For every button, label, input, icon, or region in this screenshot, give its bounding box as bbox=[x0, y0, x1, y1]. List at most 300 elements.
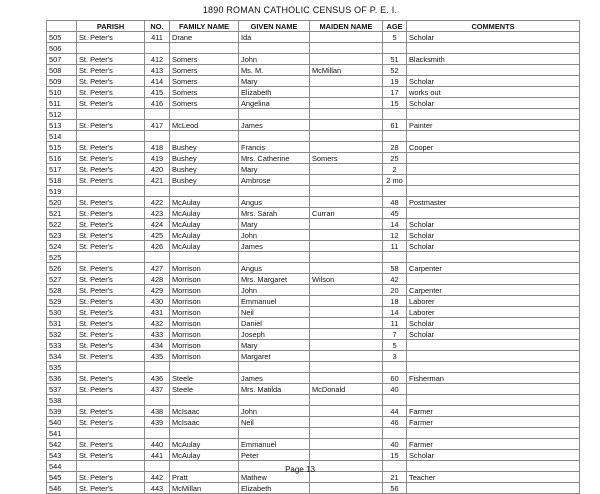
table-row bbox=[47, 406, 580, 417]
table-row bbox=[47, 32, 580, 43]
parish-cell: St. Peter's bbox=[77, 450, 145, 461]
family-name-cell bbox=[170, 131, 239, 142]
family-name-cell: Morrison bbox=[170, 307, 239, 318]
given-name-cell: John bbox=[239, 230, 310, 241]
age-cell: 45 bbox=[383, 208, 407, 219]
given-name-cell bbox=[239, 428, 310, 439]
no-cell: 442 bbox=[145, 472, 170, 483]
family-name-cell: Drane bbox=[170, 32, 239, 43]
parish-cell: St. Peter's bbox=[77, 241, 145, 252]
age-cell: 3 bbox=[383, 351, 407, 362]
row-number: 527 bbox=[47, 274, 77, 285]
table-row bbox=[47, 285, 580, 296]
row-number: 506 bbox=[47, 43, 77, 54]
table-row bbox=[47, 274, 580, 285]
parish-cell: St. Peter's bbox=[77, 340, 145, 351]
parish-cell: St. Peter's bbox=[77, 439, 145, 450]
given-name-cell: James bbox=[239, 373, 310, 384]
row-number: 510 bbox=[47, 87, 77, 98]
parish-cell: St. Peter's bbox=[77, 373, 145, 384]
maiden-name-cell bbox=[310, 87, 383, 98]
row-number: 512 bbox=[47, 109, 77, 120]
row-number: 516 bbox=[47, 153, 77, 164]
comments-cell: Fisherman bbox=[407, 373, 580, 384]
table-row bbox=[47, 131, 580, 142]
parish-cell: St. Peter's bbox=[77, 483, 145, 494]
given-name-cell: Neil bbox=[239, 417, 310, 428]
given-name-cell: Mrs. Catherine bbox=[239, 153, 310, 164]
no-cell bbox=[145, 395, 170, 406]
no-cell: 441 bbox=[145, 450, 170, 461]
table-row bbox=[47, 384, 580, 395]
family-name-cell: Morrison bbox=[170, 340, 239, 351]
table-row bbox=[47, 230, 580, 241]
no-cell: 434 bbox=[145, 340, 170, 351]
comments-cell: Cooper bbox=[407, 142, 580, 153]
age-cell: 40 bbox=[383, 439, 407, 450]
maiden-name-cell bbox=[310, 395, 383, 406]
parish-cell: St. Peter's bbox=[77, 296, 145, 307]
table-row bbox=[47, 362, 580, 373]
maiden-name-cell bbox=[310, 351, 383, 362]
comments-cell bbox=[407, 384, 580, 395]
parish-cell: St. Peter's bbox=[77, 274, 145, 285]
comments-cell: Scholar bbox=[407, 329, 580, 340]
no-cell: 433 bbox=[145, 329, 170, 340]
maiden-name-cell bbox=[310, 175, 383, 186]
header-family-name: FAMILY NAME bbox=[170, 21, 239, 32]
comments-cell bbox=[407, 252, 580, 263]
given-name-cell: Joseph bbox=[239, 329, 310, 340]
table-row bbox=[47, 417, 580, 428]
given-name-cell: John bbox=[239, 285, 310, 296]
maiden-name-cell bbox=[310, 54, 383, 65]
comments-cell: Scholar bbox=[407, 230, 580, 241]
family-name-cell: Morrison bbox=[170, 318, 239, 329]
given-name-cell: Neil bbox=[239, 307, 310, 318]
header-comments: COMMENTS bbox=[407, 21, 580, 32]
given-name-cell: Mary bbox=[239, 340, 310, 351]
age-cell bbox=[383, 43, 407, 54]
parish-cell: St. Peter's bbox=[77, 384, 145, 395]
comments-cell: Scholar bbox=[407, 318, 580, 329]
parish-cell: St. Peter's bbox=[77, 351, 145, 362]
age-cell: 14 bbox=[383, 219, 407, 230]
row-number: 537 bbox=[47, 384, 77, 395]
age-cell bbox=[383, 428, 407, 439]
family-name-cell: Pratt bbox=[170, 472, 239, 483]
maiden-name-cell bbox=[310, 263, 383, 274]
no-cell: 423 bbox=[145, 208, 170, 219]
page-title: 1890 ROMAN CATHOLIC CENSUS OF P. E. I. bbox=[202, 5, 398, 15]
comments-cell: Scholar bbox=[407, 241, 580, 252]
row-number: 521 bbox=[47, 208, 77, 219]
no-cell bbox=[145, 131, 170, 142]
comments-cell: Teacher bbox=[407, 472, 580, 483]
row-number: 534 bbox=[47, 351, 77, 362]
given-name-cell: Daniel bbox=[239, 318, 310, 329]
row-number: 520 bbox=[47, 197, 77, 208]
no-cell bbox=[145, 109, 170, 120]
maiden-name-cell bbox=[310, 197, 383, 208]
given-name-cell: Angus bbox=[239, 197, 310, 208]
no-cell: 435 bbox=[145, 351, 170, 362]
age-cell: 15 bbox=[383, 98, 407, 109]
comments-cell: Scholar bbox=[407, 76, 580, 87]
parish-cell: St. Peter's bbox=[77, 472, 145, 483]
no-cell: 418 bbox=[145, 142, 170, 153]
given-name-cell: Margaret bbox=[239, 351, 310, 362]
maiden-name-cell bbox=[310, 307, 383, 318]
table-row bbox=[47, 483, 580, 494]
row-number: 505 bbox=[47, 32, 77, 43]
no-cell: 440 bbox=[145, 439, 170, 450]
given-name-cell bbox=[239, 109, 310, 120]
table-row bbox=[47, 373, 580, 384]
age-cell: 40 bbox=[383, 384, 407, 395]
census-table bbox=[46, 20, 580, 494]
family-name-cell bbox=[170, 186, 239, 197]
age-cell: 11 bbox=[383, 318, 407, 329]
table-row bbox=[47, 351, 580, 362]
maiden-name-cell bbox=[310, 230, 383, 241]
comments-cell bbox=[407, 483, 580, 494]
no-cell: 414 bbox=[145, 76, 170, 87]
maiden-name-cell bbox=[310, 241, 383, 252]
table-row bbox=[47, 340, 580, 351]
family-name-cell: McMillan bbox=[170, 483, 239, 494]
family-name-cell: McAulay bbox=[170, 439, 239, 450]
no-cell: 412 bbox=[145, 54, 170, 65]
row-number: 517 bbox=[47, 164, 77, 175]
parish-cell bbox=[77, 362, 145, 373]
maiden-name-cell: Curran bbox=[310, 208, 383, 219]
row-number: 531 bbox=[47, 318, 77, 329]
maiden-name-cell bbox=[310, 120, 383, 131]
row-number: 523 bbox=[47, 230, 77, 241]
comments-cell bbox=[407, 65, 580, 76]
maiden-name-cell: Wilson bbox=[310, 274, 383, 285]
given-name-cell: Emmanuel bbox=[239, 439, 310, 450]
row-number: 507 bbox=[47, 54, 77, 65]
age-cell bbox=[383, 186, 407, 197]
comments-cell bbox=[407, 362, 580, 373]
no-cell: 411 bbox=[145, 32, 170, 43]
age-cell: 2 mo bbox=[383, 175, 407, 186]
no-cell: 425 bbox=[145, 230, 170, 241]
maiden-name-cell bbox=[310, 43, 383, 54]
given-name-cell: Ida bbox=[239, 32, 310, 43]
age-cell: 48 bbox=[383, 197, 407, 208]
comments-cell bbox=[407, 395, 580, 406]
no-cell: 428 bbox=[145, 274, 170, 285]
family-name-cell: Morrison bbox=[170, 329, 239, 340]
parish-cell bbox=[77, 43, 145, 54]
maiden-name-cell bbox=[310, 406, 383, 417]
comments-cell bbox=[407, 43, 580, 54]
age-cell: 17 bbox=[383, 87, 407, 98]
no-cell: 421 bbox=[145, 175, 170, 186]
age-cell bbox=[383, 131, 407, 142]
no-cell: 430 bbox=[145, 296, 170, 307]
comments-cell bbox=[407, 428, 580, 439]
table-row bbox=[47, 439, 580, 450]
table-row bbox=[47, 395, 580, 406]
row-number: 535 bbox=[47, 362, 77, 373]
comments-cell bbox=[407, 340, 580, 351]
no-cell: 424 bbox=[145, 219, 170, 230]
given-name-cell: Ms. M. bbox=[239, 65, 310, 76]
family-name-cell: Bushey bbox=[170, 142, 239, 153]
table-row bbox=[47, 98, 580, 109]
family-name-cell: McAulay bbox=[170, 230, 239, 241]
family-name-cell bbox=[170, 43, 239, 54]
given-name-cell: Mrs. Sarah bbox=[239, 208, 310, 219]
header-age: AGE bbox=[383, 21, 407, 32]
page-number: Page 13 bbox=[285, 465, 315, 474]
comments-cell bbox=[407, 131, 580, 142]
family-name-cell bbox=[170, 428, 239, 439]
family-name-cell: McAulay bbox=[170, 208, 239, 219]
table-row bbox=[47, 153, 580, 164]
parish-cell bbox=[77, 395, 145, 406]
maiden-name-cell bbox=[310, 76, 383, 87]
maiden-name-cell bbox=[310, 329, 383, 340]
header-row-number bbox=[47, 21, 77, 32]
comments-cell: Blacksmith bbox=[407, 54, 580, 65]
row-number: 540 bbox=[47, 417, 77, 428]
family-name-cell: Morrison bbox=[170, 351, 239, 362]
row-number: 524 bbox=[47, 241, 77, 252]
parish-cell bbox=[77, 252, 145, 263]
no-cell: 416 bbox=[145, 98, 170, 109]
no-cell bbox=[145, 252, 170, 263]
age-cell: 15 bbox=[383, 450, 407, 461]
family-name-cell: Bushey bbox=[170, 164, 239, 175]
age-cell: 5 bbox=[383, 32, 407, 43]
maiden-name-cell bbox=[310, 373, 383, 384]
family-name-cell bbox=[170, 395, 239, 406]
comments-cell bbox=[407, 208, 580, 219]
age-cell bbox=[383, 395, 407, 406]
row-number: 525 bbox=[47, 252, 77, 263]
table-row bbox=[47, 219, 580, 230]
no-cell: 437 bbox=[145, 384, 170, 395]
given-name-cell: Mary bbox=[239, 219, 310, 230]
comments-cell bbox=[407, 164, 580, 175]
no-cell bbox=[145, 362, 170, 373]
family-name-cell bbox=[170, 252, 239, 263]
table-row bbox=[47, 241, 580, 252]
table-row bbox=[47, 307, 580, 318]
row-number: 526 bbox=[47, 263, 77, 274]
no-cell: 429 bbox=[145, 285, 170, 296]
comments-cell bbox=[407, 153, 580, 164]
given-name-cell: Angus bbox=[239, 263, 310, 274]
parish-cell: St. Peter's bbox=[77, 164, 145, 175]
family-name-cell bbox=[170, 362, 239, 373]
no-cell: 427 bbox=[145, 263, 170, 274]
row-number: 532 bbox=[47, 329, 77, 340]
no-cell bbox=[145, 428, 170, 439]
no-cell: 417 bbox=[145, 120, 170, 131]
maiden-name-cell bbox=[310, 131, 383, 142]
row-number: 519 bbox=[47, 186, 77, 197]
comments-cell: Scholar bbox=[407, 219, 580, 230]
row-number: 545 bbox=[47, 472, 77, 483]
no-cell: 438 bbox=[145, 406, 170, 417]
comments-cell bbox=[407, 186, 580, 197]
parish-cell: St. Peter's bbox=[77, 153, 145, 164]
family-name-cell: Morrison bbox=[170, 274, 239, 285]
parish-cell: St. Peter's bbox=[77, 98, 145, 109]
age-cell bbox=[383, 109, 407, 120]
parish-cell: St. Peter's bbox=[77, 329, 145, 340]
table-row bbox=[47, 428, 580, 439]
given-name-cell bbox=[239, 395, 310, 406]
no-cell: 439 bbox=[145, 417, 170, 428]
age-cell: 60 bbox=[383, 373, 407, 384]
no-cell: 415 bbox=[145, 87, 170, 98]
row-number: 541 bbox=[47, 428, 77, 439]
given-name-cell: Mrs. Matilda bbox=[239, 384, 310, 395]
given-name-cell: Mathew bbox=[239, 472, 310, 483]
comments-cell bbox=[407, 351, 580, 362]
parish-cell: St. Peter's bbox=[77, 76, 145, 87]
table-row bbox=[47, 120, 580, 131]
family-name-cell: Somers bbox=[170, 65, 239, 76]
maiden-name-cell bbox=[310, 296, 383, 307]
row-number: 530 bbox=[47, 307, 77, 318]
family-name-cell: McIsaac bbox=[170, 417, 239, 428]
maiden-name-cell: McDonald bbox=[310, 384, 383, 395]
family-name-cell: Somers bbox=[170, 54, 239, 65]
row-number: 522 bbox=[47, 219, 77, 230]
family-name-cell: McIsaac bbox=[170, 406, 239, 417]
maiden-name-cell bbox=[310, 439, 383, 450]
no-cell bbox=[145, 186, 170, 197]
no-cell: 431 bbox=[145, 307, 170, 318]
parish-cell: St. Peter's bbox=[77, 32, 145, 43]
given-name-cell: Elizabeth bbox=[239, 483, 310, 494]
parish-cell: St. Peter's bbox=[77, 120, 145, 131]
maiden-name-cell bbox=[310, 186, 383, 197]
given-name-cell: John bbox=[239, 406, 310, 417]
age-cell: 12 bbox=[383, 230, 407, 241]
age-cell bbox=[383, 362, 407, 373]
comments-cell: Farmer bbox=[407, 406, 580, 417]
given-name-cell: Francis bbox=[239, 142, 310, 153]
age-cell: 51 bbox=[383, 54, 407, 65]
parish-cell: St. Peter's bbox=[77, 54, 145, 65]
maiden-name-cell bbox=[310, 417, 383, 428]
table-row bbox=[47, 197, 580, 208]
parish-cell bbox=[77, 131, 145, 142]
family-name-cell: Morrison bbox=[170, 285, 239, 296]
maiden-name-cell bbox=[310, 32, 383, 43]
row-number: 528 bbox=[47, 285, 77, 296]
age-cell bbox=[383, 252, 407, 263]
given-name-cell: Mrs. Margaret bbox=[239, 274, 310, 285]
comments-cell: Scholar bbox=[407, 98, 580, 109]
maiden-name-cell bbox=[310, 252, 383, 263]
maiden-name-cell bbox=[310, 109, 383, 120]
maiden-name-cell: McMillan bbox=[310, 65, 383, 76]
no-cell: 436 bbox=[145, 373, 170, 384]
no-cell: 419 bbox=[145, 153, 170, 164]
parish-cell: St. Peter's bbox=[77, 197, 145, 208]
maiden-name-cell bbox=[310, 362, 383, 373]
table-row bbox=[47, 252, 580, 263]
row-number: 539 bbox=[47, 406, 77, 417]
family-name-cell: Somers bbox=[170, 76, 239, 87]
comments-cell: Laborer bbox=[407, 307, 580, 318]
family-name-cell: McAulay bbox=[170, 450, 239, 461]
comments-cell: Painter bbox=[407, 120, 580, 131]
given-name-cell: Elizabeth bbox=[239, 87, 310, 98]
row-number: 508 bbox=[47, 65, 77, 76]
table-body bbox=[47, 32, 580, 494]
comments-cell: works out bbox=[407, 87, 580, 98]
given-name-cell: Mary bbox=[239, 164, 310, 175]
header-no: NO. bbox=[145, 21, 170, 32]
family-name-cell: Morrison bbox=[170, 263, 239, 274]
row-number: 542 bbox=[47, 439, 77, 450]
parish-cell: St. Peter's bbox=[77, 318, 145, 329]
age-cell: 44 bbox=[383, 406, 407, 417]
age-cell: 25 bbox=[383, 153, 407, 164]
no-cell: 426 bbox=[145, 241, 170, 252]
comments-cell: Scholar bbox=[407, 450, 580, 461]
comments-cell bbox=[407, 109, 580, 120]
parish-cell: St. Peter's bbox=[77, 230, 145, 241]
row-number: 509 bbox=[47, 76, 77, 87]
family-name-cell: Morrison bbox=[170, 296, 239, 307]
given-name-cell bbox=[239, 186, 310, 197]
family-name-cell: Somers bbox=[170, 98, 239, 109]
family-name-cell: Steele bbox=[170, 373, 239, 384]
maiden-name-cell bbox=[310, 142, 383, 153]
parish-cell: St. Peter's bbox=[77, 285, 145, 296]
family-name-cell: McAulay bbox=[170, 197, 239, 208]
maiden-name-cell bbox=[310, 219, 383, 230]
table-row bbox=[47, 109, 580, 120]
header-parish: PARISH bbox=[77, 21, 145, 32]
table-row bbox=[47, 164, 580, 175]
parish-cell: St. Peter's bbox=[77, 65, 145, 76]
given-name-cell: James bbox=[239, 120, 310, 131]
age-cell: 52 bbox=[383, 65, 407, 76]
maiden-name-cell bbox=[310, 285, 383, 296]
comments-cell: Carpenter bbox=[407, 285, 580, 296]
given-name-cell: John bbox=[239, 54, 310, 65]
age-cell: 21 bbox=[383, 472, 407, 483]
no-cell: 413 bbox=[145, 65, 170, 76]
age-cell: 61 bbox=[383, 120, 407, 131]
age-cell: 18 bbox=[383, 296, 407, 307]
given-name-cell: Emmanuel bbox=[239, 296, 310, 307]
given-name-cell: Ambrose bbox=[239, 175, 310, 186]
family-name-cell: McAulay bbox=[170, 241, 239, 252]
parish-cell: St. Peter's bbox=[77, 208, 145, 219]
row-number: 515 bbox=[47, 142, 77, 153]
row-number: 538 bbox=[47, 395, 77, 406]
parish-cell bbox=[77, 186, 145, 197]
age-cell: 20 bbox=[383, 285, 407, 296]
family-name-cell: Bushey bbox=[170, 153, 239, 164]
row-number: 513 bbox=[47, 120, 77, 131]
table-row bbox=[47, 87, 580, 98]
